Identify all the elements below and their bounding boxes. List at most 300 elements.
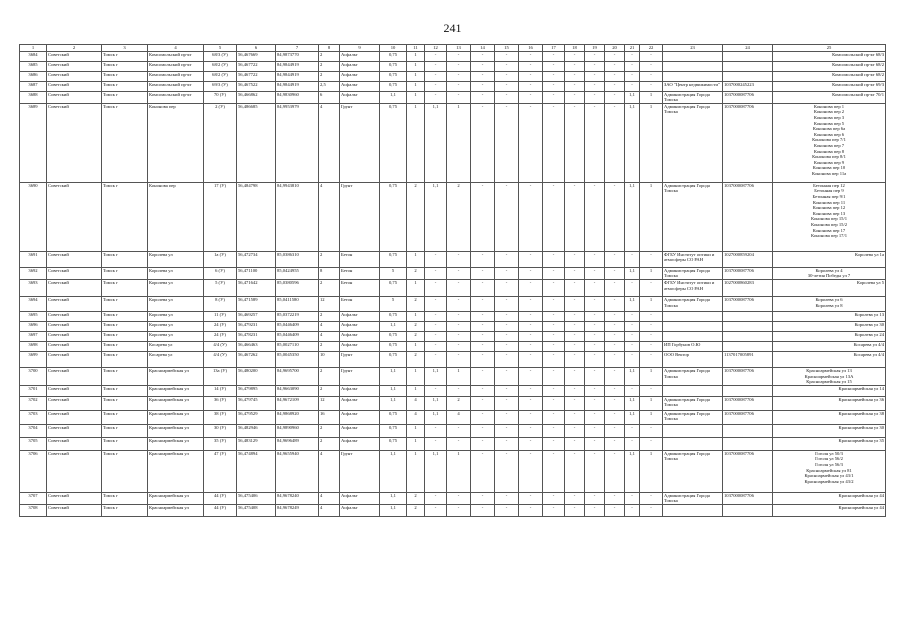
table-cell: 4 bbox=[447, 410, 471, 424]
table-cell: - bbox=[519, 182, 543, 251]
table-cell bbox=[663, 311, 723, 321]
table-cell: Советский bbox=[47, 492, 102, 504]
table-cell: - bbox=[471, 279, 495, 296]
table-cell: Советский bbox=[47, 61, 102, 71]
table-cell: 84,9678240 bbox=[276, 492, 319, 504]
table-cell: - bbox=[425, 296, 447, 311]
table-cell: Красноармейская ул bbox=[148, 385, 204, 396]
table-cell: - bbox=[585, 437, 605, 450]
table-cell: - bbox=[471, 91, 495, 103]
table-cell: Косарева ул bbox=[148, 341, 204, 351]
table-cell: 3705 bbox=[20, 437, 47, 450]
table-cell: - bbox=[565, 321, 585, 331]
table-cell: Асфальт bbox=[340, 385, 380, 396]
table-cell: Асфальт bbox=[340, 437, 380, 450]
table-cell: - bbox=[471, 341, 495, 351]
table-cell: 1037000087706 bbox=[723, 182, 773, 251]
header-cell: 14 bbox=[471, 45, 495, 52]
table-cell: 1,1 bbox=[425, 367, 447, 385]
table-row bbox=[20, 504, 886, 516]
table-cell: Асфальт bbox=[340, 81, 380, 91]
table-cell: 4 bbox=[319, 182, 340, 251]
table-cell: Томск г bbox=[102, 279, 148, 296]
table-cell: - bbox=[447, 341, 471, 351]
table-cell: - bbox=[425, 437, 447, 450]
table-cell: 84,9844919 bbox=[276, 81, 319, 91]
table-cell: 2,5 bbox=[319, 81, 340, 91]
table-cell: - bbox=[640, 492, 663, 504]
table-cell: Бетонная пер 12 Бетонная пер 9 Бетонная пер 9/1 Кононова пер 11 Кононова пер 12 Кононова пер 13 Кононова пер 15/1 Кононова пер 15/2 Кононова пер 17 Кононова пер 17/1 bbox=[773, 182, 886, 251]
table-cell: 1,1 bbox=[625, 450, 640, 492]
table-cell: 56,479529 bbox=[237, 410, 276, 424]
table-cell: 1 bbox=[407, 71, 425, 81]
table-cell: - bbox=[519, 504, 543, 516]
table-cell: 56,479745 bbox=[237, 396, 276, 410]
table-cell: 1037000087706 bbox=[723, 367, 773, 385]
table-row bbox=[20, 331, 886, 341]
table-cell: - bbox=[543, 182, 565, 251]
table-cell: 1 bbox=[407, 103, 425, 182]
table-cell: Асфальт bbox=[340, 61, 380, 71]
table-cell: Томск г bbox=[102, 296, 148, 311]
table-cell: - bbox=[605, 311, 625, 321]
table-cell: Советский bbox=[47, 331, 102, 341]
table-cell: Красноармейская ул 44 bbox=[773, 492, 886, 504]
table-cell: 1 bbox=[407, 61, 425, 71]
table-cell: Гоголя ул 50/3 Гоголя ул 56/2 Гоголя ул 56/3 Красноармейская ул 81 Красноармейская ул 43/1 Красноармейская ул 43/2 bbox=[773, 450, 886, 492]
table-cell bbox=[723, 71, 773, 81]
table-cell: - bbox=[471, 424, 495, 437]
table-cell: 84,9873770 bbox=[276, 51, 319, 61]
table-cell: - bbox=[425, 81, 447, 91]
table-row bbox=[20, 367, 886, 385]
table-cell: - bbox=[425, 251, 447, 267]
table-cell: 2 bbox=[319, 279, 340, 296]
table-cell: - bbox=[565, 103, 585, 182]
header-cell: 7 bbox=[276, 45, 319, 52]
table-cell bbox=[663, 61, 723, 71]
table-cell: 4 bbox=[319, 492, 340, 504]
table-cell: - bbox=[519, 71, 543, 81]
header-cell: 10 bbox=[380, 45, 407, 52]
table-cell: - bbox=[565, 61, 585, 71]
table-cell: 56,475408 bbox=[237, 504, 276, 516]
table-cell: Томск г bbox=[102, 450, 148, 492]
table-cell: Администрация Города Томска bbox=[663, 367, 723, 385]
table-cell: 1 bbox=[640, 410, 663, 424]
table-cell: - bbox=[565, 437, 585, 450]
table-cell: - bbox=[605, 71, 625, 81]
table-cell: - bbox=[565, 311, 585, 321]
table-cell: 1037000087706 bbox=[723, 267, 773, 279]
table-cell: Бетон bbox=[340, 267, 380, 279]
header-cell: 17 bbox=[543, 45, 565, 52]
table-cell: 0,75 bbox=[380, 424, 407, 437]
table-cell: - bbox=[519, 492, 543, 504]
table-cell: - bbox=[495, 367, 519, 385]
table-cell bbox=[723, 424, 773, 437]
table-cell: Красноармейская ул 44 bbox=[773, 504, 886, 516]
table-cell: 2 bbox=[447, 182, 471, 251]
table-cell: 5 bbox=[380, 267, 407, 279]
table-cell: - bbox=[585, 311, 605, 321]
table-row bbox=[20, 61, 886, 71]
table-cell: - bbox=[471, 331, 495, 341]
table-cell: Томск г bbox=[102, 367, 148, 385]
table-cell: 1037000087706 bbox=[723, 91, 773, 103]
table-cell: 85,0424955 bbox=[276, 267, 319, 279]
table-cell: Администрация Города Томска bbox=[663, 492, 723, 504]
table-cell: - bbox=[640, 51, 663, 61]
table-cell: 6 bbox=[319, 91, 340, 103]
table-cell: Асфальт bbox=[340, 396, 380, 410]
table-cell: - bbox=[425, 91, 447, 103]
table-cell: - bbox=[605, 492, 625, 504]
table-cell: - bbox=[625, 351, 640, 367]
table-cell: - bbox=[585, 279, 605, 296]
table-cell: Красноармейская ул bbox=[148, 450, 204, 492]
header-cell: 16 bbox=[519, 45, 543, 52]
table-cell: - bbox=[519, 367, 543, 385]
table-cell: Советский bbox=[47, 351, 102, 367]
table-cell: Советский bbox=[47, 424, 102, 437]
header-cell: 1 bbox=[20, 45, 47, 52]
table-cell: 1,1 bbox=[380, 492, 407, 504]
table-cell: 69/3 (У) bbox=[204, 81, 237, 91]
table-cell bbox=[663, 424, 723, 437]
table-cell: - bbox=[495, 504, 519, 516]
table-cell: Томск г bbox=[102, 385, 148, 396]
table-cell: 56,480200 bbox=[237, 367, 276, 385]
table-cell: Асфальт bbox=[340, 71, 380, 81]
table-cell: 1,1 bbox=[625, 296, 640, 311]
table-cell: 1,1 bbox=[380, 91, 407, 103]
table-cell: - bbox=[565, 182, 585, 251]
table-cell: 14 (У) bbox=[204, 385, 237, 396]
table-cell: Администрация Города Томска bbox=[663, 396, 723, 410]
table-cell: 16 bbox=[319, 410, 340, 424]
table-cell: - bbox=[471, 251, 495, 267]
table-cell: - bbox=[543, 251, 565, 267]
table-cell: 1,1 bbox=[625, 367, 640, 385]
table-cell: - bbox=[565, 396, 585, 410]
table-cell: - bbox=[543, 321, 565, 331]
table-cell: - bbox=[640, 331, 663, 341]
table-cell: - bbox=[605, 321, 625, 331]
table-cell: 2 bbox=[319, 51, 340, 61]
table-cell: Бетон bbox=[340, 296, 380, 311]
table-cell bbox=[723, 61, 773, 71]
table-row bbox=[20, 251, 886, 267]
table-cell: 1 bbox=[640, 396, 663, 410]
table-cell: - bbox=[625, 424, 640, 437]
table-cell: 1037000087706 bbox=[723, 103, 773, 182]
table-cell: - bbox=[640, 71, 663, 81]
table-cell: 1,1 bbox=[380, 367, 407, 385]
table-cell bbox=[723, 311, 773, 321]
table-cell: Грунт bbox=[340, 450, 380, 492]
table-cell: 6 (У) bbox=[204, 267, 237, 279]
table-cell: 3684 bbox=[20, 51, 47, 61]
table-cell: 4 bbox=[319, 103, 340, 182]
table-cell: 44 (У) bbox=[204, 492, 237, 504]
table-cell: 1037000087706 bbox=[723, 492, 773, 504]
table-cell: Томск г bbox=[102, 492, 148, 504]
table-cell: - bbox=[605, 437, 625, 450]
table-cell: Грунт bbox=[340, 182, 380, 251]
table-cell: - bbox=[471, 182, 495, 251]
table-cell: Советский bbox=[47, 311, 102, 321]
table-cell: 1037000087706 bbox=[723, 410, 773, 424]
table-cell: - bbox=[447, 61, 471, 71]
table-cell: 2 bbox=[407, 321, 425, 331]
table-cell: - bbox=[447, 424, 471, 437]
table-cell: - bbox=[585, 341, 605, 351]
table-cell: 3687 bbox=[20, 81, 47, 91]
table-cell: - bbox=[447, 296, 471, 311]
table-cell: 3686 bbox=[20, 71, 47, 81]
table-cell: 84,9890960 bbox=[276, 424, 319, 437]
table-cell: 4 bbox=[407, 396, 425, 410]
table-cell: 1 bbox=[407, 91, 425, 103]
table-cell: Бетон bbox=[340, 251, 380, 267]
table-cell: - bbox=[585, 267, 605, 279]
table-row bbox=[20, 385, 886, 396]
table-cell: 84,9943810 bbox=[276, 182, 319, 251]
table-cell: 3693 bbox=[20, 279, 47, 296]
table-cell: - bbox=[605, 341, 625, 351]
table-cell: 85,0446409 bbox=[276, 321, 319, 331]
table-cell: - bbox=[495, 91, 519, 103]
table-cell: 1 bbox=[640, 267, 663, 279]
table-cell: 4 bbox=[319, 450, 340, 492]
table-cell: - bbox=[519, 51, 543, 61]
table-cell: 56,466862 bbox=[237, 91, 276, 103]
table-cell: Томск г bbox=[102, 182, 148, 251]
table-cell: 1,1 bbox=[425, 410, 447, 424]
table-cell: Королева ул bbox=[148, 296, 204, 311]
table-cell: - bbox=[605, 396, 625, 410]
table-cell: ЗАО "Центр недвижимости" bbox=[663, 81, 723, 91]
table-cell: Советский bbox=[47, 396, 102, 410]
table-cell: - bbox=[585, 61, 605, 71]
table-cell: - bbox=[605, 296, 625, 311]
table-cell: Комсомольский пр-кт bbox=[148, 61, 204, 71]
table-cell: 3704 bbox=[20, 424, 47, 437]
table-cell: - bbox=[471, 410, 495, 424]
table-cell: 1 bbox=[447, 450, 471, 492]
table-cell: 2 bbox=[319, 367, 340, 385]
table-cell: - bbox=[447, 71, 471, 81]
table-cell: ООО Вектор bbox=[663, 351, 723, 367]
table-cell: - bbox=[585, 91, 605, 103]
table-cell: - bbox=[519, 296, 543, 311]
table-cell: Советский bbox=[47, 367, 102, 385]
table-cell bbox=[723, 51, 773, 61]
table-cell: Асфальт bbox=[340, 321, 380, 331]
table-cell: Красноармейская ул bbox=[148, 367, 204, 385]
table-cell: 3692 bbox=[20, 267, 47, 279]
table-cell: Королева ул bbox=[148, 331, 204, 341]
table-cell: 8 (У) bbox=[204, 296, 237, 311]
table-cell: Советский bbox=[47, 91, 102, 103]
table-cell: - bbox=[565, 424, 585, 437]
table-cell: 56,475406 bbox=[237, 492, 276, 504]
header-cell: 5 bbox=[204, 45, 237, 52]
table-cell: Администрация Города Томска bbox=[663, 103, 723, 182]
table-cell: Томск г bbox=[102, 51, 148, 61]
header-cell: 2 bbox=[47, 45, 102, 52]
table-cell: - bbox=[640, 385, 663, 396]
table-cell: - bbox=[625, 341, 640, 351]
header-cell: 18 bbox=[565, 45, 585, 52]
table-cell: 0,75 bbox=[380, 71, 407, 81]
table-cell: - bbox=[447, 492, 471, 504]
table-cell: Советский bbox=[47, 385, 102, 396]
table-row bbox=[20, 296, 886, 311]
table-cell: - bbox=[495, 396, 519, 410]
table-cell bbox=[663, 71, 723, 81]
table-cell: - bbox=[495, 385, 519, 396]
table-cell: 5 (У) bbox=[204, 279, 237, 296]
table-cell: 2 bbox=[407, 492, 425, 504]
table-cell: - bbox=[471, 267, 495, 279]
table-cell: 1,1 bbox=[380, 504, 407, 516]
table-cell: 56,471642 bbox=[237, 279, 276, 296]
table-cell bbox=[723, 437, 773, 450]
table-cell: 84,9655940 bbox=[276, 450, 319, 492]
table-cell: - bbox=[495, 81, 519, 91]
table-cell: Комсомольский пр-кт bbox=[148, 71, 204, 81]
table-cell: - bbox=[565, 492, 585, 504]
table-cell: - bbox=[605, 351, 625, 367]
table-cell: 3696 bbox=[20, 321, 47, 331]
table-cell: Асфальт bbox=[340, 91, 380, 103]
table-cell bbox=[723, 331, 773, 341]
table-cell: - bbox=[519, 450, 543, 492]
table-cell bbox=[663, 321, 723, 331]
table-cell: 84,9696489 bbox=[276, 437, 319, 450]
table-cell: Советский bbox=[47, 267, 102, 279]
table-cell: 1 bbox=[640, 91, 663, 103]
table-cell: Советский bbox=[47, 341, 102, 351]
table-cell: - bbox=[585, 103, 605, 182]
table-cell: 84,9663090 bbox=[276, 385, 319, 396]
table-cell: - bbox=[605, 504, 625, 516]
table-cell: Советский bbox=[47, 321, 102, 331]
table-cell: 2 bbox=[447, 396, 471, 410]
table-cell: - bbox=[543, 103, 565, 182]
table-cell: - bbox=[471, 71, 495, 81]
table-cell: Комсомольский пр-кт 69/3 bbox=[773, 81, 886, 91]
table-cell: - bbox=[471, 311, 495, 321]
table-cell: Кононова пер bbox=[148, 103, 204, 182]
table-cell: 85,0386310 bbox=[276, 251, 319, 267]
table-cell: - bbox=[425, 279, 447, 296]
table-cell: - bbox=[495, 267, 519, 279]
table-cell: - bbox=[447, 91, 471, 103]
table-cell: 1,1 bbox=[425, 182, 447, 251]
table-cell: 1,1 bbox=[625, 396, 640, 410]
table-cell: 2 bbox=[319, 424, 340, 437]
table-cell bbox=[663, 504, 723, 516]
table-cell: - bbox=[565, 410, 585, 424]
table-cell: 56,486685 bbox=[237, 103, 276, 182]
table-cell: 2 bbox=[319, 251, 340, 267]
table-cell: 44 (У) bbox=[204, 504, 237, 516]
table-cell: - bbox=[543, 410, 565, 424]
table-cell: - bbox=[519, 103, 543, 182]
table-cell: 68/2 (У) bbox=[204, 71, 237, 81]
table-row bbox=[20, 81, 886, 91]
table-row bbox=[20, 492, 886, 504]
table-cell: - bbox=[605, 51, 625, 61]
table-cell: Королева ул 13 bbox=[773, 311, 886, 321]
table-cell: Томск г bbox=[102, 504, 148, 516]
table-cell: 1,1 bbox=[425, 396, 447, 410]
table-cell: 4 bbox=[319, 504, 340, 516]
table-cell: 56,479895 bbox=[237, 385, 276, 396]
table-cell: 56,467262 bbox=[237, 351, 276, 367]
table-cell: - bbox=[519, 437, 543, 450]
header-cell: 11 bbox=[407, 45, 425, 52]
table-cell: 2 (У) bbox=[204, 103, 237, 182]
table-cell: 2 bbox=[407, 331, 425, 341]
table-cell: Советский bbox=[47, 410, 102, 424]
table-cell: 10 bbox=[319, 351, 340, 367]
table-cell bbox=[723, 385, 773, 396]
table-cell: Томск г bbox=[102, 267, 148, 279]
table-cell: - bbox=[565, 51, 585, 61]
table-cell: - bbox=[519, 321, 543, 331]
table-cell: 56,471100 bbox=[237, 267, 276, 279]
table-cell: 1 bbox=[407, 385, 425, 396]
table-cell: 1 bbox=[640, 103, 663, 182]
table-cell: - bbox=[495, 437, 519, 450]
table-cell: 0,75 bbox=[380, 279, 407, 296]
table-cell: - bbox=[565, 351, 585, 367]
table-cell: Комсомольский пр-кт bbox=[148, 91, 204, 103]
table-cell: - bbox=[605, 103, 625, 182]
table-cell: Советский bbox=[47, 450, 102, 492]
table-cell: - bbox=[471, 367, 495, 385]
table-cell: 1,1 bbox=[380, 321, 407, 331]
table-cell: Администрация Города Томска bbox=[663, 91, 723, 103]
table-cell: - bbox=[519, 61, 543, 71]
table-cell: 1 bbox=[640, 182, 663, 251]
table-cell: 38 (У) bbox=[204, 410, 237, 424]
table-cell: - bbox=[543, 331, 565, 341]
table-cell: 3688 bbox=[20, 91, 47, 103]
table-cell: - bbox=[519, 311, 543, 321]
table-cell: 3703 bbox=[20, 410, 47, 424]
table-cell: 56,467722 bbox=[237, 71, 276, 81]
table-cell: 85,0027110 bbox=[276, 341, 319, 351]
table-cell: - bbox=[471, 437, 495, 450]
table-cell: - bbox=[495, 279, 519, 296]
table-cell: 1037000087706 bbox=[723, 450, 773, 492]
table-cell: 8 bbox=[319, 267, 340, 279]
table-cell: - bbox=[495, 51, 519, 61]
table-cell: - bbox=[495, 71, 519, 81]
table-cell: 56,482946 bbox=[237, 424, 276, 437]
table-cell: - bbox=[565, 367, 585, 385]
table-cell: Советский bbox=[47, 437, 102, 450]
table-cell: Администрация Города Томска bbox=[663, 296, 723, 311]
table-cell: - bbox=[565, 251, 585, 267]
table-cell: - bbox=[585, 51, 605, 61]
table-cell: 0,75 bbox=[380, 51, 407, 61]
